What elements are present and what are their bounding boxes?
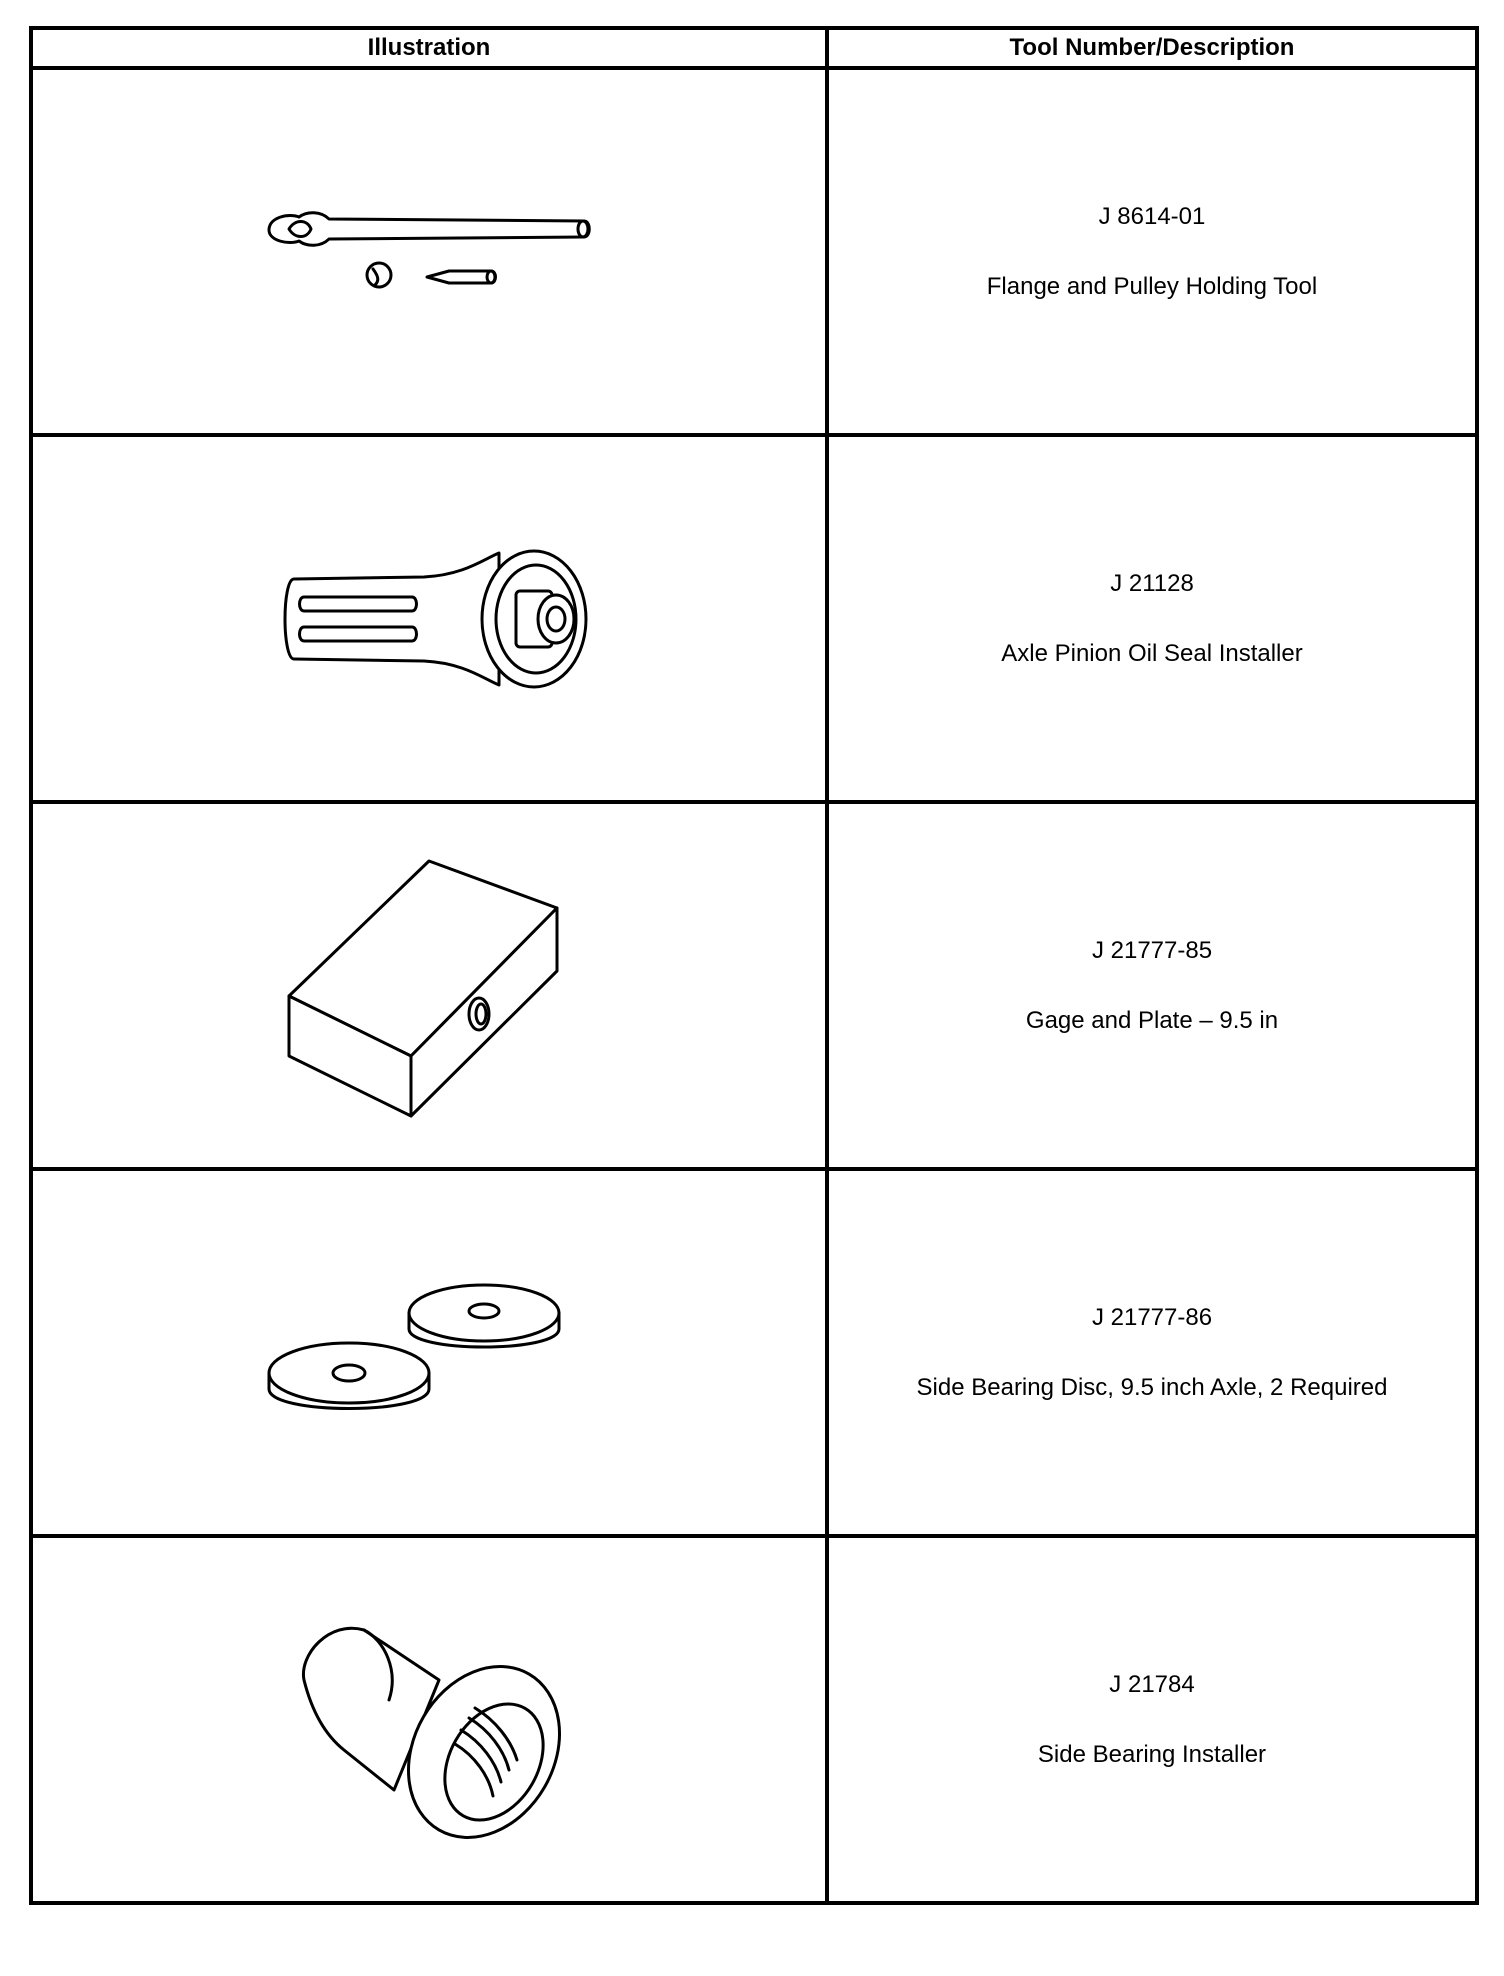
illustration-cell bbox=[31, 435, 827, 802]
header-tool: Tool Number/Description bbox=[827, 28, 1477, 68]
flange-pulley-holding-tool-icon bbox=[259, 207, 599, 297]
table-row bbox=[31, 1536, 1477, 1903]
table-row bbox=[31, 802, 1477, 1169]
tool-description: Axle Pinion Oil Seal Installer bbox=[1001, 639, 1303, 667]
table-row bbox=[31, 435, 1477, 802]
illustration-cell bbox=[31, 1169, 827, 1536]
tool-cell bbox=[827, 1169, 1477, 1536]
header-illustration: Illustration bbox=[31, 28, 827, 68]
table-row bbox=[31, 68, 1477, 435]
tool-cell bbox=[827, 1536, 1477, 1903]
tool-table bbox=[29, 26, 1479, 1905]
illustration-cell bbox=[31, 802, 827, 1169]
tool-number: J 21777-85 bbox=[1091, 936, 1213, 964]
tool-cell bbox=[827, 68, 1477, 435]
table-row bbox=[31, 1169, 1477, 1536]
illustration-cell bbox=[31, 68, 827, 435]
tool-description: Gage and Plate – 9.5 in bbox=[1025, 1006, 1279, 1034]
gage-block-icon bbox=[279, 846, 579, 1126]
tool-description: Side Bearing Installer bbox=[1037, 1740, 1267, 1768]
header-row bbox=[31, 28, 1477, 68]
tool-number: J 21784 bbox=[1109, 1670, 1195, 1698]
bearing-disc-icon bbox=[259, 1273, 599, 1433]
tool-description: Side Bearing Disc, 9.5 inch Axle, 2 Required bbox=[916, 1373, 1388, 1401]
tool-number: J 8614-01 bbox=[1098, 202, 1206, 230]
tool-cell bbox=[827, 802, 1477, 1169]
tool-cell bbox=[827, 435, 1477, 802]
bearing-installer-icon bbox=[289, 1600, 569, 1840]
oil-seal-installer-icon bbox=[264, 539, 594, 699]
illustration-cell bbox=[31, 1536, 827, 1903]
tool-description: Flange and Pulley Holding Tool bbox=[986, 272, 1318, 300]
tool-number: J 21777-86 bbox=[1091, 1303, 1213, 1331]
tool-number: J 21128 bbox=[1110, 569, 1194, 597]
